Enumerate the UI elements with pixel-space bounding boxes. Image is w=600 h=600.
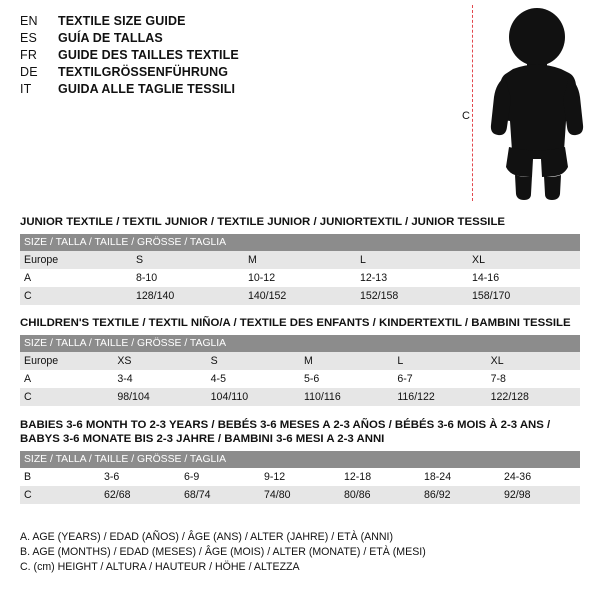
language-code: FR — [20, 48, 38, 62]
column-label: L — [356, 251, 468, 269]
section-title: CHILDREN'S TEXTILE / TEXTIL NIÑO/A / TEXTILE DES ENFANTS / KINDERTEXTIL / BAMBINI TESSILE — [20, 317, 571, 329]
language-row — [20, 31, 440, 45]
cell: 68/74 — [180, 486, 260, 504]
cell: 5-6 — [300, 370, 393, 388]
cell: 80/86 — [340, 486, 420, 504]
legend-line: B. AGE (MONTHS) / EDAD (MESES) / ÂGE (MOIS) / ALTER (MONATE) / ETÀ (MESI) — [20, 546, 426, 558]
language-row — [20, 65, 440, 79]
column-label: S — [207, 352, 300, 370]
cell: 8-10 — [132, 269, 244, 287]
cell: 74/80 — [260, 486, 340, 504]
section-children — [20, 316, 580, 406]
table-header-label: SIZE / TALLA / TAILLE / GRÖSSE / TAGLIA — [20, 234, 580, 251]
cell: 86/92 — [420, 486, 500, 504]
column-label: XL — [487, 352, 580, 370]
cell: 98/104 — [113, 388, 206, 406]
cell: 62/68 — [100, 486, 180, 504]
size-table-babies — [20, 451, 580, 504]
table-header-row — [20, 234, 580, 251]
language-title: GUIDE DES TAILLES TEXTILE — [58, 48, 239, 62]
section-junior — [20, 215, 580, 305]
cell: 7-8 — [487, 370, 580, 388]
language-code: DE — [20, 65, 38, 79]
column-label: M — [244, 251, 356, 269]
cell: 6-7 — [393, 370, 486, 388]
row-label: A — [20, 370, 113, 388]
table-row — [20, 388, 580, 406]
column-label: Europe — [20, 251, 132, 269]
cell: 104/110 — [207, 388, 300, 406]
cell: 4-5 — [207, 370, 300, 388]
cell: 140/152 — [244, 287, 356, 305]
language-row — [20, 48, 440, 62]
language-code: ES — [20, 31, 38, 45]
column-label: S — [132, 251, 244, 269]
size-table-junior — [20, 234, 580, 305]
table-row-columns — [20, 352, 580, 370]
cell: 9-12 — [260, 468, 340, 486]
table-row-columns — [20, 251, 580, 269]
language-row — [20, 14, 440, 28]
row-label: C — [20, 388, 113, 406]
section-title-line1: BABIES 3-6 MONTH TO 2-3 YEARS / BEBÉS 3-6 MESES A 2-3 AÑOS / BÉBÉS 3-6 MOIS À 2-3 ANS / — [20, 419, 551, 431]
row-label: B — [20, 468, 100, 486]
table-row — [20, 486, 580, 504]
cell: 14-16 — [468, 269, 580, 287]
size-table-children — [20, 335, 580, 406]
table-header-row — [20, 451, 580, 468]
table-row — [20, 269, 580, 287]
column-label: L — [393, 352, 486, 370]
table-header-label: SIZE / TALLA / TAILLE / GRÖSSE / TAGLIA — [20, 335, 580, 352]
cell: 12-18 — [340, 468, 420, 486]
cell: 116/122 — [393, 388, 486, 406]
section-babies — [20, 418, 580, 504]
language-title: TEXTILGRÖSSENFÜHRUNG — [58, 65, 229, 79]
measure-label-c: C — [462, 110, 470, 122]
cell: 6-9 — [180, 468, 260, 486]
legend-line: C. (cm) HEIGHT / ALTURA / HAUTEUR / HÖHE / ALTEZZA — [20, 561, 300, 573]
height-measure-line — [472, 5, 473, 201]
section-title: JUNIOR TEXTILE / TEXTIL JUNIOR / TEXTILE JUNIOR / JUNIORTEXTIL / JUNIOR TESSILE — [20, 216, 506, 228]
column-label: M — [300, 352, 393, 370]
cell: 92/98 — [500, 486, 580, 504]
legend-line: A. AGE (YEARS) / EDAD (AÑOS) / ÂGE (ANS) / ALTER (JAHRE) / ETÀ (ANNI) — [20, 531, 393, 543]
table-header-label: SIZE / TALLA / TAILLE / GRÖSSE / TAGLIA — [20, 451, 580, 468]
language-row — [20, 82, 440, 96]
language-header — [20, 14, 440, 99]
language-code: EN — [20, 14, 38, 28]
row-label: A — [20, 269, 132, 287]
table-row — [20, 468, 580, 486]
language-title: GUIDA ALLE TAGLIE TESSILI — [58, 82, 236, 96]
cell: 3-6 — [100, 468, 180, 486]
measurement-figure — [455, 5, 595, 205]
cell: 158/170 — [468, 287, 580, 305]
language-title: TEXTILE SIZE GUIDE — [58, 14, 186, 28]
column-label: XS — [113, 352, 206, 370]
column-label: XL — [468, 251, 580, 269]
row-label: C — [20, 486, 100, 504]
cell: 24-36 — [500, 468, 580, 486]
table-row — [20, 370, 580, 388]
cell: 152/158 — [356, 287, 468, 305]
table-header-row — [20, 335, 580, 352]
table-row — [20, 287, 580, 305]
cell: 122/128 — [487, 388, 580, 406]
cell: 18-24 — [420, 468, 500, 486]
language-title: GUÍA DE TALLAS — [58, 31, 163, 45]
cell: 128/140 — [132, 287, 244, 305]
cell: 12-13 — [356, 269, 468, 287]
column-label: Europe — [20, 352, 113, 370]
section-title — [20, 418, 580, 446]
language-code: IT — [20, 82, 32, 96]
toddler-silhouette-icon — [483, 7, 593, 203]
cell: 3-4 — [113, 370, 206, 388]
cell: 10-12 — [244, 269, 356, 287]
row-label: C — [20, 287, 132, 305]
legend — [20, 530, 580, 575]
section-title-line2: BABYS 3-6 MONATE BIS 2-3 JAHRE / BAMBINI 3-6 MESI A 2-3 ANNI — [20, 433, 385, 445]
cell: 110/116 — [300, 388, 393, 406]
